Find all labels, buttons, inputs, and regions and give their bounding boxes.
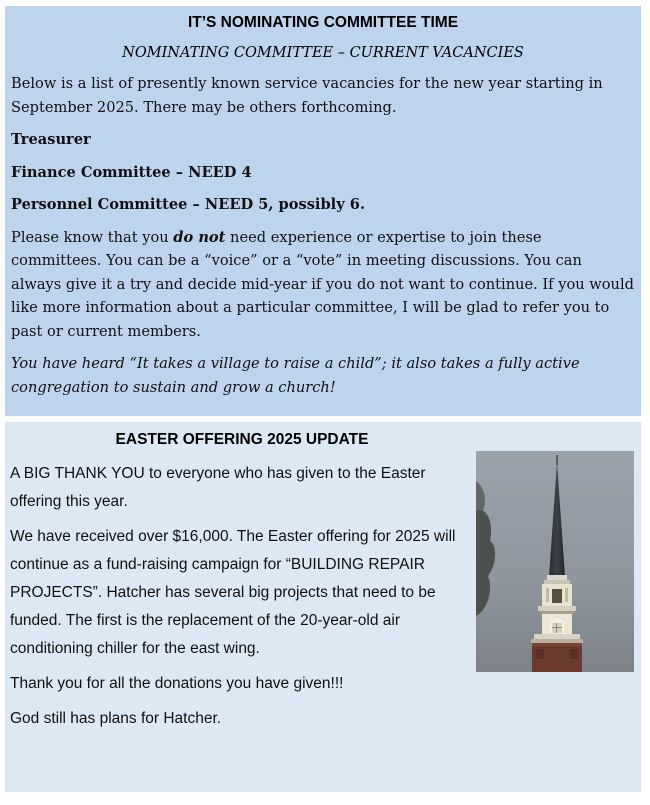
easter-paragraph-plans: God still has plans for Hatcher.: [10, 710, 222, 727]
easter-body: [10, 460, 470, 740]
easter-paragraph-donations: Thank you for all the donations you have given!!!: [10, 675, 344, 692]
nominating-committee-section: [5, 6, 641, 416]
body-after: need experience or expertise to join these committees. You can be a “voice” or a “vote” in meeting discussions. You can always give it a try and decide mid-year if you do not want to continue. If you would like more information about a particular committee, I will be glad to refer you to past or current members.: [11, 228, 634, 340]
position-finance-committee: Finance Committee – NEED 4: [11, 163, 252, 181]
position-personnel-committee: Personnel Committee – NEED 5, possibly 6.: [11, 196, 366, 213]
nominating-body: [11, 226, 635, 344]
nominating-intro: Below is a list of presently known service vacancies for the new year starting in September 2025. There may be others forthcoming.: [11, 75, 603, 116]
nominating-subtitle: NOMINATING COMMITTEE – CURRENT VACANCIES: [122, 45, 524, 61]
position-treasurer: Treasurer: [11, 131, 91, 148]
easter-title: EASTER OFFERING 2025 UPDATE: [115, 431, 369, 448]
body-before: Please know that you: [11, 228, 174, 246]
easter-offering-section: [5, 422, 641, 792]
nominating-title: IT’S NOMINATING COMMITTEE TIME: [187, 14, 459, 31]
easter-paragraph-received: We have received over $16,000. The Easter offering for 2025 will continue as a fund-raising campaign for “BUILDING REPAIR PROJECTS”. Hatcher has several big projects that need to be funded. The first is the replacement of the 20-year-old air conditioning chiller for the east wing.: [10, 528, 456, 657]
body-emphasis: do not: [173, 228, 226, 246]
nominating-closing: You have heard “It takes a village to raise a child”; it also takes a fully active congregation to sustain and grow a church!: [11, 355, 580, 396]
easter-paragraph-thanks: A BIG THANK YOU to everyone who has given to the Easter offering this year.: [10, 465, 426, 510]
church-steeple-photo: [476, 451, 634, 672]
